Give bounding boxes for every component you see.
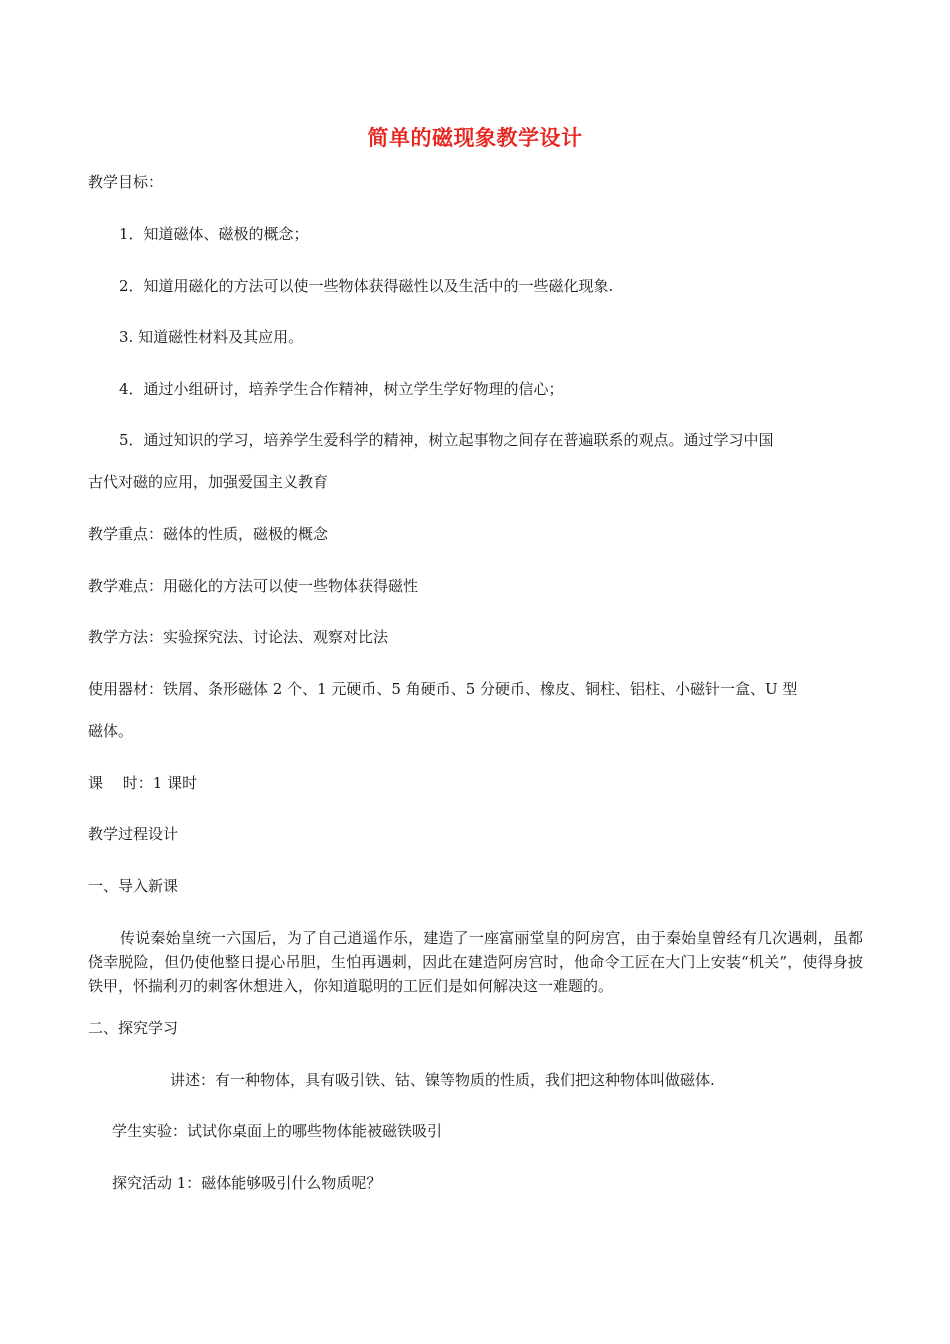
difficulty: 教学难点：用磁化的方法可以使一些物体获得磁性 <box>88 577 419 595</box>
objective-item: 4．通过小组研讨，培养学生合作精神，树立学生学好物理的信心； <box>119 380 564 398</box>
objectives-heading: 教学目标： <box>88 173 164 191</box>
intro-paragraph: 传说秦始皇统一六国后，为了自己逍遥作乐，建造了一座富丽堂皇的阿房宫，由于秦始皇曾经有几次遇刺，虽都侥幸脱险，但仍使他整日提心吊胆，生怕再遇刺，因此在建造阿房宫时，他命令工匠在大门上安装“机关”，使得身披铁甲，怀揣利刃的刺客休想进入，你知道聪明的工匠们是如何解决这一难题的。 <box>88 929 863 995</box>
objective-item-continuation: 古代对磁的应用，加强爱国主义教育 <box>88 473 329 491</box>
objective-item: 2．知道用磁化的方法可以使一些物体获得磁性以及生活中的一些磁化现象. <box>119 277 614 295</box>
narration: 讲述：有一种物体，具有吸引铁、钴、镍等物质的性质，我们把这种物体叫做磁体. <box>170 1071 715 1089</box>
objective-item: 3. 知道磁性材料及其应用。 <box>119 328 304 346</box>
student-experiment: 学生实验：试试你桌面上的哪些物体能被磁铁吸引 <box>112 1122 443 1140</box>
section-heading-intro: 一、导入新课 <box>88 877 179 895</box>
inquiry-activity-1: 探究活动 1：磁体能够吸引什么物质呢？ <box>112 1174 382 1192</box>
key-point: 教学重点：磁体的性质，磁极的概念 <box>88 525 329 543</box>
class-hours: 课 时：1 课时 <box>88 774 198 792</box>
objective-item: 5．通过知识的学习，培养学生爱科学的精神，树立起事物之间存在普遍联系的观点。通过学习中国 <box>119 431 774 449</box>
document-title: 简单的磁现象教学设计 <box>367 126 583 150</box>
materials: 使用器材：铁屑、条形磁体 2 个、1 元硬币、5 角硬币、5 分硬币、橡皮、铜柱、铝柱、小磁针一盒、U 型 <box>88 680 798 698</box>
objective-item: 1．知道磁体、磁极的概念； <box>119 225 309 243</box>
section-heading-inquiry: 二、探究学习 <box>88 1019 179 1037</box>
teaching-method: 教学方法：实验探究法、讨论法、观察对比法 <box>88 628 389 646</box>
process-heading: 教学过程设计 <box>88 825 179 843</box>
materials-continuation: 磁体。 <box>88 722 134 740</box>
